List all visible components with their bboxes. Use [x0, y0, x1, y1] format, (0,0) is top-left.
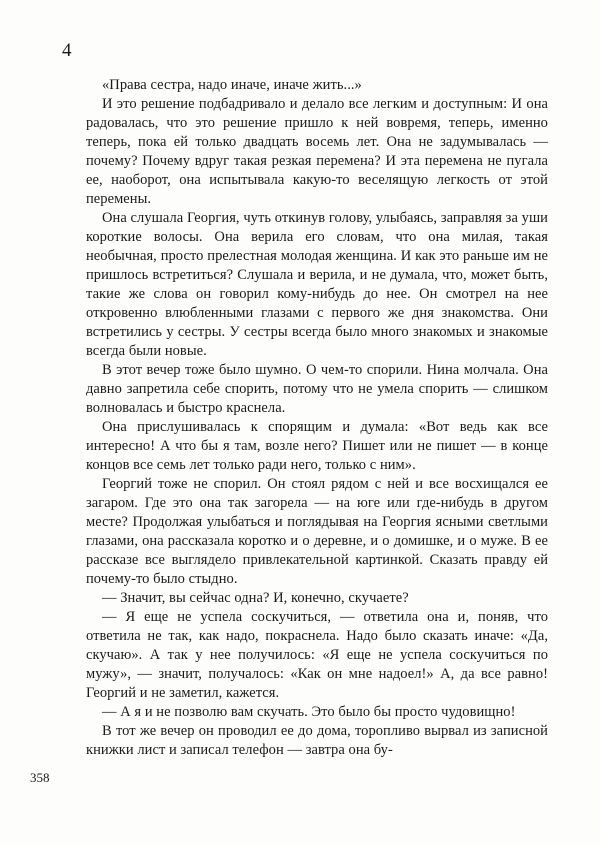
paragraph: «Права сестра, надо иначе, иначе жить...»: [102, 77, 362, 93]
paragraph: В этот вечер тоже было шумно. О чем-то спорили. Нина молчала. Она давно запретила себе спорить, потому что не умела спорить — слишком волновалась и быстро краснела.: [86, 362, 548, 416]
paragraph: И это решение подбадривало и делало все легким и доступным: И она радовалась, что это решение пришло к ней вовремя, теперь, именно теперь, пока ей только двадцать восемь лет. Она не задумывалась — почему? Почему вдруг такая резкая перемена? И эта перемена не пугала ее, наоборот, она испытывала какую-то веселящую легкость от этой перемены.: [86, 96, 548, 207]
paragraph: Она слушала Георгия, чуть откинув голову, улыбаясь, заправляя за уши короткие волосы. Она верила его словам, что она милая, такая необычная, просто прелестная молодая женщина. И как это раньше им не пришлось встретиться? Слушала и верила, и не думала, что, может быть, такие же слова он говорил кому-нибудь до нее. Он смотрел на нее откровенно влюбленными глазами с первого же дня знакомства. Они встретились у сестры. У сестры всегда было много знакомых и знакомые всегда были новые.: [86, 210, 548, 359]
page-number: 358: [30, 770, 50, 785]
body-text: [86, 76, 548, 760]
paragraph: Она прислушивалась к спорящим и думала: «Вот ведь как все интересно! А что бы я там, возле него? Пишет или не пишет — в конце концов все семь лет только ради него, только с ним».: [86, 419, 548, 473]
paragraph: — Значит, вы сейчас одна? И, конечно, скучаете?: [102, 590, 409, 606]
paragraph: — Я еще не успела соскучиться, — ответила она и, поняв, что ответила не так, как надо, покраснела. Надо было сказать иначе: «Да, скучаю». А так у нее получилось: «Я еще не успела соскучиться по мужу», — значит, получалось: «Как он мне надоел!» А, да все равно! Георгий и не заметил, кажется.: [86, 609, 548, 701]
chapter-number: 4: [62, 40, 72, 61]
paragraph: — А я и не позволю вам скучать. Это было бы просто чудовищно!: [102, 704, 516, 720]
paragraph: В тот же вечер он проводил ее до дома, торопливо вырвал из записной книжки лист и записал телефон — завтра она бу-: [86, 723, 548, 758]
paragraph: Георгий тоже не спорил. Он стоял рядом с ней и все восхищался ее загаром. Где это она так загорела — на юге или где-нибудь в другом месте? Продолжая улыбаться и поглядывая на Георгия ясными светлыми глазами, она рассказала коротко и о деревне, и о домишке, и о муже. В ее рассказе все выглядело привлекательной картинкой. Сказать правду ей почему-то было стыдно.: [86, 476, 548, 587]
